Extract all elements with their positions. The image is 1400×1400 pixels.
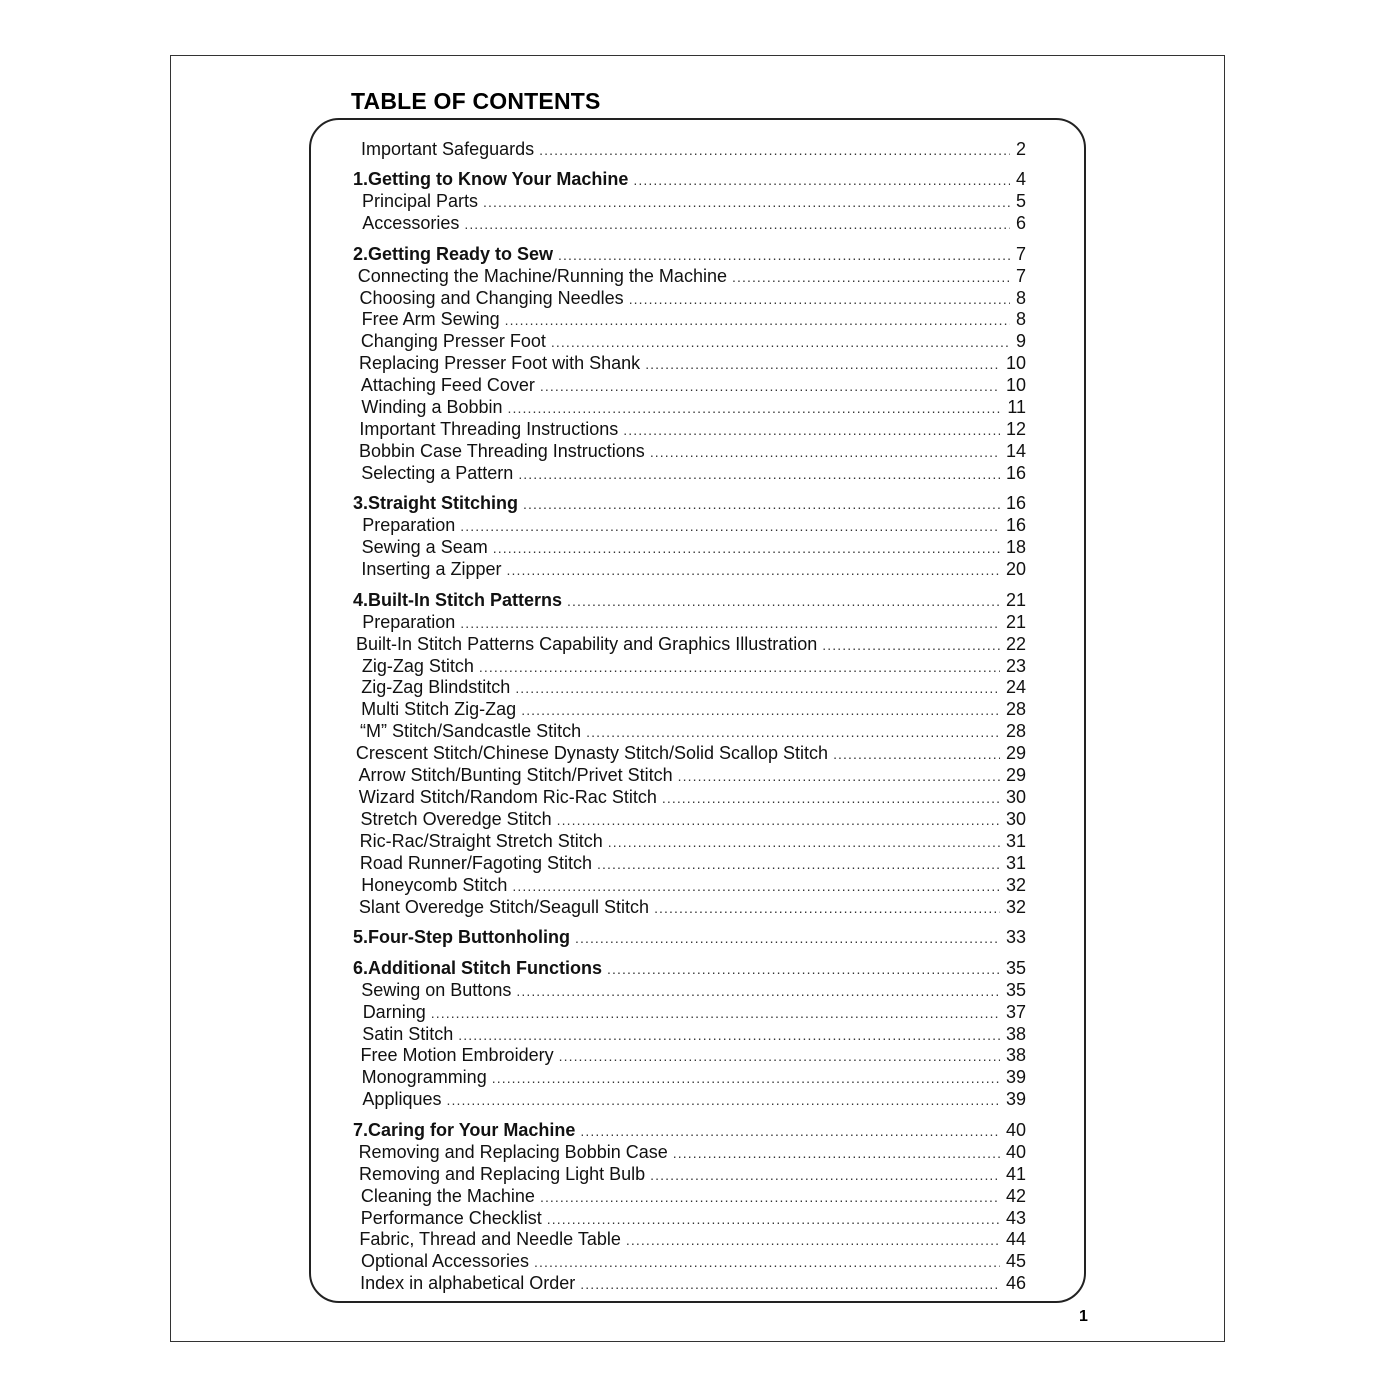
- entry-page-number: 16: [1005, 463, 1026, 484]
- entry-title: Choosing and Changing Needles: [359, 287, 624, 308]
- entry-title: Wizard Stitch/Random Ric-Rac Stitch: [358, 787, 657, 808]
- entry-title: Bobbin Case Threading Instructions: [358, 441, 645, 462]
- dot-leader: [492, 1067, 1000, 1089]
- entry-title: “M” Stitch/Sandcastle Stitch: [360, 721, 582, 742]
- entry-page-number: 28: [1005, 721, 1026, 742]
- toc-entry: [353, 440, 1026, 462]
- entry-page-number: 21: [1005, 611, 1026, 632]
- entry-page-number: 7: [1015, 243, 1026, 264]
- entry-title: Performance Checklist: [360, 1207, 542, 1228]
- entry-page-number: 30: [1005, 787, 1026, 808]
- dot-leader: [534, 1251, 1000, 1273]
- dot-leader: [732, 266, 1010, 288]
- dot-leader: [539, 139, 1010, 161]
- entry-page-number: 29: [1005, 743, 1026, 764]
- entry-title: Honeycomb Stitch: [361, 875, 508, 895]
- chapter-number: 1.: [353, 169, 369, 190]
- toc-entry: [353, 1228, 1026, 1250]
- entry-page-number: 32: [1005, 896, 1026, 917]
- dot-leader: [505, 309, 1010, 331]
- entry-page-number: 45: [1005, 1251, 1026, 1272]
- dot-leader: [479, 656, 1000, 678]
- chapter-number: 3.: [353, 493, 369, 514]
- dot-leader: [607, 958, 1000, 980]
- chapter-number: 5.: [353, 927, 369, 948]
- toc-entry: [353, 655, 1026, 677]
- toc-entry: [353, 265, 1026, 287]
- toc-entry: [353, 558, 1026, 580]
- toc-entry: [353, 611, 1026, 633]
- dot-leader: [575, 927, 1000, 949]
- page-number: 1: [1079, 1308, 1088, 1325]
- toc-entry: [353, 352, 1026, 374]
- page-title: TABLE OF CONTENTS: [351, 88, 601, 114]
- entry-page-number: 29: [1005, 765, 1026, 786]
- entry-page-number: 21: [1005, 589, 1026, 610]
- toc-frame: [309, 118, 1086, 1303]
- dot-leader: [508, 397, 1002, 419]
- entry-title: Inserting a Zipper: [361, 559, 502, 580]
- dot-leader: [633, 169, 1010, 191]
- entry-page-number: 16: [1005, 493, 1026, 514]
- entry-title: Satin Stitch: [362, 1023, 454, 1044]
- toc-list: [311, 120, 1084, 1301]
- entry-title: Four-Step Buttonholing: [368, 927, 570, 948]
- toc-chapter-entry: [353, 492, 1026, 514]
- entry-page-number: 8: [1015, 309, 1026, 330]
- dot-leader: [431, 1002, 1000, 1024]
- dot-leader: [597, 853, 1000, 875]
- dot-leader: [650, 1164, 1000, 1186]
- entry-title: Arrow Stitch/Bunting Stitch/Privet Stitch: [358, 765, 673, 786]
- dot-leader: [586, 721, 1000, 743]
- dot-leader: [493, 537, 1000, 559]
- entry-title: Built-In Stitch Patterns: [368, 589, 563, 610]
- dot-leader: [650, 441, 1000, 463]
- entry-title: Getting Ready to Sew: [368, 243, 554, 264]
- toc-chapter-entry: [353, 1119, 1026, 1141]
- entry-title: Removing and Replacing Bobbin Case: [358, 1141, 668, 1162]
- toc-entry: [353, 396, 1026, 418]
- entry-page-number: 8: [1015, 287, 1026, 308]
- entry-page-number: 10: [1005, 375, 1026, 396]
- toc-entry: [353, 896, 1026, 918]
- entry-page-number: 9: [1015, 331, 1026, 352]
- toc-entry: [353, 1250, 1026, 1272]
- entry-page-number: 22: [1005, 633, 1026, 654]
- entry-page-number: 7: [1015, 265, 1026, 286]
- entry-page-number: 4: [1015, 169, 1026, 190]
- toc-entry: [353, 514, 1026, 536]
- entry-title: Principal Parts: [361, 191, 479, 212]
- toc-entry: [353, 979, 1026, 1001]
- entry-title: Darning: [362, 1001, 426, 1022]
- dot-leader: [540, 1186, 1000, 1208]
- entry-page-number: 39: [1005, 1067, 1026, 1088]
- entry-title: Additional Stitch Functions: [368, 957, 602, 978]
- dot-leader: [623, 419, 1000, 441]
- toc-entry: [353, 633, 1026, 655]
- entry-page-number: 6: [1015, 213, 1026, 234]
- dot-leader: [460, 612, 1000, 634]
- toc-chapter-entry: [353, 168, 1026, 190]
- dot-leader: [464, 213, 1010, 235]
- entry-page-number: 5: [1015, 191, 1026, 212]
- dot-leader: [523, 493, 1000, 515]
- toc-entry: [353, 1272, 1026, 1294]
- entry-page-number: 46: [1005, 1273, 1026, 1294]
- toc-entry: [353, 698, 1026, 720]
- entry-title: Optional Accessories: [360, 1251, 530, 1272]
- entry-page-number: 31: [1005, 831, 1026, 852]
- toc-chapter-entry: [353, 589, 1026, 611]
- entry-page-number: 23: [1005, 655, 1026, 676]
- dot-leader: [551, 331, 1010, 353]
- dot-leader: [483, 191, 1010, 213]
- dot-leader: [557, 809, 1000, 831]
- toc-entry: [353, 1163, 1026, 1185]
- dot-leader: [580, 1120, 1000, 1142]
- toc-entry: [353, 1207, 1026, 1229]
- entry-page-number: 40: [1005, 1119, 1026, 1140]
- document-page: [170, 55, 1225, 1342]
- entry-page-number: 11: [1007, 397, 1026, 418]
- entry-title: Zig-Zag Stitch: [361, 655, 474, 676]
- entry-page-number: 14: [1005, 441, 1026, 462]
- toc-entry: [353, 374, 1026, 396]
- entry-title: Index in alphabetical Order: [360, 1273, 576, 1294]
- dot-leader: [629, 288, 1010, 310]
- entry-page-number: 35: [1005, 979, 1026, 1000]
- entry-title: Zig-Zag Blindstitch: [361, 677, 511, 698]
- toc-entry: [353, 138, 1026, 160]
- entry-title: Road Runner/Fagoting Stitch: [359, 853, 592, 874]
- toc-entry: [353, 1185, 1026, 1207]
- toc-entry: [353, 1066, 1026, 1088]
- chapter-number: 2.: [353, 243, 369, 264]
- entry-title: Accessories: [362, 213, 460, 234]
- dot-leader: [446, 1089, 999, 1111]
- toc-entry: [353, 764, 1026, 786]
- entry-title: Sewing a Seam: [361, 537, 488, 558]
- toc-entry: [353, 1023, 1026, 1045]
- dot-leader: [833, 743, 1000, 765]
- entry-title: Free Motion Embroidery: [360, 1045, 554, 1066]
- toc-entry: [353, 742, 1026, 764]
- dot-leader: [516, 980, 1000, 1002]
- entry-page-number: 28: [1005, 699, 1026, 720]
- entry-title: Appliques: [362, 1089, 442, 1110]
- chapter-number: 4.: [353, 589, 369, 610]
- toc-entry: [353, 418, 1026, 440]
- entry-title: Attaching Feed Cover: [360, 375, 535, 396]
- entry-title: Winding a Bobbin: [361, 397, 503, 418]
- toc-entry: [353, 1001, 1026, 1023]
- toc-entry: [353, 212, 1026, 234]
- toc-entry: [353, 808, 1026, 830]
- toc-entry: [353, 308, 1026, 330]
- entry-page-number: 41: [1005, 1163, 1026, 1184]
- dot-leader: [822, 634, 1000, 656]
- dot-leader: [673, 1142, 1000, 1164]
- toc-entry: [353, 1044, 1026, 1066]
- entry-title: Straight Stitching: [368, 493, 519, 514]
- dot-leader: [580, 1273, 1000, 1295]
- entry-title: Free Arm Sewing: [361, 309, 500, 330]
- entry-page-number: 38: [1005, 1023, 1026, 1044]
- toc-entry: [353, 1141, 1026, 1163]
- dot-leader: [559, 1045, 1000, 1067]
- entry-page-number: 44: [1005, 1229, 1026, 1250]
- entry-title: Slant Overedge Stitch/Seagull Stitch: [358, 896, 650, 917]
- dot-leader: [678, 765, 1000, 787]
- dot-leader: [547, 1208, 1000, 1230]
- toc-entry: [353, 676, 1026, 698]
- dot-leader: [626, 1229, 1000, 1251]
- dot-leader: [540, 375, 1000, 397]
- entry-page-number: 32: [1005, 875, 1026, 895]
- entry-title: Monogramming: [361, 1067, 487, 1088]
- dot-leader: [645, 353, 1000, 375]
- entry-page-number: 20: [1005, 559, 1026, 580]
- toc-entry: [353, 190, 1026, 212]
- entry-page-number: 16: [1005, 515, 1026, 536]
- dot-leader: [654, 897, 1000, 919]
- toc-entry: [353, 786, 1026, 808]
- toc-entry: [353, 287, 1026, 309]
- entry-title: Ric-Rac/Straight Stretch Stitch: [359, 831, 603, 852]
- dot-leader: [662, 787, 1000, 809]
- toc-chapter-entry: [353, 926, 1026, 948]
- entry-title: Changing Presser Foot: [360, 331, 546, 352]
- entry-title: Crescent Stitch/Chinese Dynasty Stitch/Solid Scallop Stitch: [355, 743, 829, 764]
- dot-leader: [518, 463, 1000, 485]
- toc-entry: [353, 536, 1026, 558]
- dot-leader: [558, 244, 1010, 266]
- toc-entry: [353, 830, 1026, 852]
- toc-entry: [353, 874, 1026, 896]
- toc-entry: [353, 330, 1026, 352]
- toc-entry: [353, 852, 1026, 874]
- entry-title: Replacing Presser Foot with Shank: [359, 353, 641, 374]
- entry-page-number: 10: [1005, 353, 1026, 374]
- entry-page-number: 42: [1005, 1185, 1026, 1206]
- entry-page-number: 30: [1005, 809, 1026, 830]
- entry-title: Preparation: [362, 611, 456, 632]
- entry-page-number: 31: [1005, 853, 1026, 874]
- entry-page-number: 33: [1005, 927, 1026, 948]
- entry-title: Sewing on Buttons: [361, 979, 512, 1000]
- entry-page-number: 2: [1015, 139, 1026, 159]
- entry-title: Selecting a Pattern: [361, 463, 514, 484]
- entry-page-number: 12: [1005, 419, 1026, 440]
- toc-chapter-entry: [353, 957, 1026, 979]
- toc-entry: [353, 1088, 1026, 1110]
- toc-entry: [353, 462, 1026, 484]
- dot-leader: [460, 515, 1000, 537]
- entry-title: Built-In Stitch Patterns Capability and Graphics Illustration: [356, 633, 818, 654]
- entry-title: Preparation: [362, 515, 456, 536]
- dot-leader: [512, 875, 1000, 897]
- chapter-number: 6.: [353, 957, 369, 978]
- entry-title: Important Safeguards: [361, 139, 535, 159]
- entry-page-number: 37: [1005, 1001, 1026, 1022]
- entry-title: Caring for Your Machine: [368, 1119, 576, 1140]
- entry-title: Getting to Know Your Machine: [368, 169, 629, 190]
- entry-title: Cleaning the Machine: [360, 1185, 535, 1206]
- dot-leader: [521, 699, 1000, 721]
- entry-page-number: 18: [1005, 537, 1026, 558]
- entry-page-number: 38: [1005, 1045, 1026, 1066]
- entry-title: Connecting the Machine/Running the Machine: [357, 265, 727, 286]
- entry-page-number: 39: [1005, 1089, 1026, 1110]
- dot-leader: [506, 559, 999, 581]
- entry-title: Fabric, Thread and Needle Table: [359, 1229, 621, 1250]
- dot-leader: [567, 590, 1000, 612]
- entry-page-number: 43: [1005, 1207, 1026, 1228]
- dot-leader: [608, 831, 1000, 853]
- entry-page-number: 35: [1005, 957, 1026, 978]
- entry-page-number: 24: [1005, 677, 1026, 698]
- toc-chapter-entry: [353, 243, 1026, 265]
- dot-leader: [458, 1024, 1000, 1046]
- entry-title: Stretch Overedge Stitch: [360, 809, 552, 830]
- entry-title: Multi Stitch Zig-Zag: [361, 699, 517, 720]
- entry-title: Important Threading Instructions: [359, 419, 619, 440]
- toc-entry: [353, 720, 1026, 742]
- entry-title: Removing and Replacing Light Bulb: [358, 1163, 646, 1184]
- entry-page-number: 40: [1005, 1141, 1026, 1162]
- chapter-number: 7.: [353, 1119, 369, 1140]
- dot-leader: [515, 677, 1000, 699]
